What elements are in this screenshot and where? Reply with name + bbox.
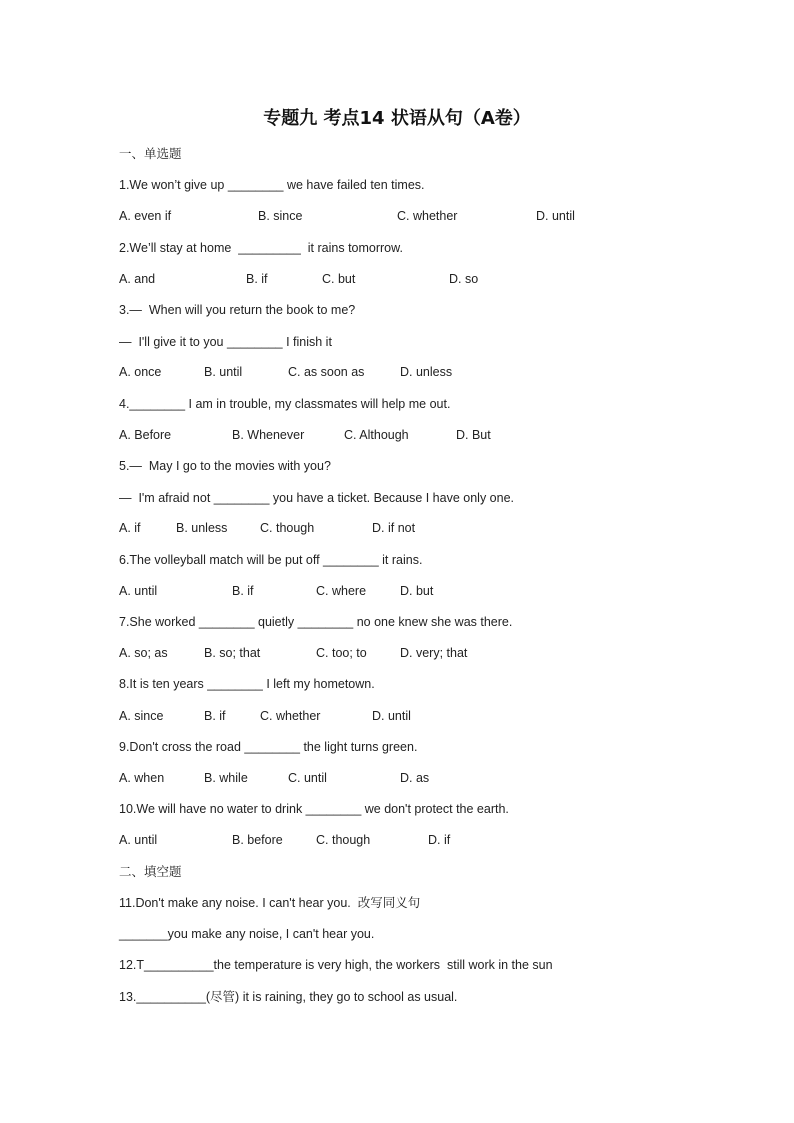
option-b: B. until bbox=[204, 365, 243, 379]
option-d: D. unless bbox=[400, 365, 453, 379]
option-b: B. while bbox=[204, 771, 248, 785]
option-b: B. if bbox=[232, 584, 254, 598]
option-c: C. too; to bbox=[316, 646, 367, 660]
option-b: B. Whenever bbox=[232, 428, 305, 442]
option-d: D. but bbox=[400, 584, 434, 598]
option-a: A. and bbox=[119, 272, 156, 286]
option-d: D. until bbox=[372, 709, 411, 723]
question-4: 4.________ I am in trouble, my classmates will help me out. bbox=[119, 397, 451, 411]
option-d: D. very; that bbox=[400, 646, 468, 660]
option-b: B. since bbox=[258, 209, 303, 223]
option-a: A. so; as bbox=[119, 646, 168, 660]
question-8: 8.It is ten years ________ I left my hometown. bbox=[119, 677, 375, 691]
option-b: B. before bbox=[232, 833, 283, 847]
question-11: 11.Don't make any noise. I can't hear you. 改写同义句 bbox=[119, 896, 421, 910]
question-7: 7.She worked ________ quietly ________ no one knew she was there. bbox=[119, 615, 513, 629]
section-heading-fill-in: 二、填空题 bbox=[119, 864, 182, 879]
question-10: 10.We will have no water to drink ________ we don't protect the earth. bbox=[119, 802, 509, 816]
section-heading-single-choice: 一、单选题 bbox=[119, 146, 182, 161]
question-3-prompt: 3.— When will you return the book to me? bbox=[119, 303, 356, 317]
option-b: B. if bbox=[246, 272, 268, 286]
option-a: A. if bbox=[119, 521, 141, 535]
option-a: A. when bbox=[119, 771, 165, 785]
option-d: D. But bbox=[456, 428, 491, 442]
option-a: A. even if bbox=[119, 209, 172, 223]
question-5-prompt: 5.— May I go to the movies with you? bbox=[119, 459, 331, 473]
option-c: C. whether bbox=[397, 209, 458, 223]
option-d: D. so bbox=[449, 272, 479, 286]
question-12: 12.T__________the temperature is very high, the workers still work in the sun bbox=[119, 958, 553, 972]
option-c: C. though bbox=[316, 833, 371, 847]
option-a: A. once bbox=[119, 365, 162, 379]
option-c: C. though bbox=[260, 521, 315, 535]
option-b: B. unless bbox=[176, 521, 228, 535]
option-d: D. until bbox=[536, 209, 575, 223]
option-a: A. until bbox=[119, 833, 158, 847]
question-3-response: — I'll give it to you ________ I finish it bbox=[119, 335, 332, 349]
question-1: 1.We won’t give up ________ we have failed ten times. bbox=[119, 178, 425, 192]
option-b: B. if bbox=[204, 709, 226, 723]
question-13: 13.__________(尽管) it is raining, they go to school as usual. bbox=[119, 990, 458, 1004]
option-c: C. until bbox=[288, 771, 327, 785]
question-9: 9.Don't cross the road ________ the light turns green. bbox=[119, 740, 418, 754]
question-11-answer-line: _______you make any noise, I can't hear you. bbox=[119, 927, 375, 941]
option-c: C. as soon as bbox=[288, 365, 365, 379]
option-d: D. if bbox=[428, 833, 451, 847]
option-b: B. so; that bbox=[204, 646, 261, 660]
option-a: A. Before bbox=[119, 428, 172, 442]
option-d: D. if not bbox=[372, 521, 416, 535]
option-c: C. Although bbox=[344, 428, 409, 442]
question-2: 2.We’ll stay at home _________ it rains tomorrow. bbox=[119, 241, 403, 255]
question-6: 6.The volleyball match will be put off ________ it rains. bbox=[119, 553, 423, 567]
option-c: C. where bbox=[316, 584, 367, 598]
option-a: A. since bbox=[119, 709, 164, 723]
option-c: C. but bbox=[322, 272, 356, 286]
option-c: C. whether bbox=[260, 709, 321, 723]
question-5-response: — I'm afraid not ________ you have a ticket. Because I have only one. bbox=[119, 491, 514, 505]
option-a: A. until bbox=[119, 584, 158, 598]
page-title: 专题九 考点14 状语从句（A卷） bbox=[263, 108, 531, 129]
option-d: D. as bbox=[400, 771, 430, 785]
